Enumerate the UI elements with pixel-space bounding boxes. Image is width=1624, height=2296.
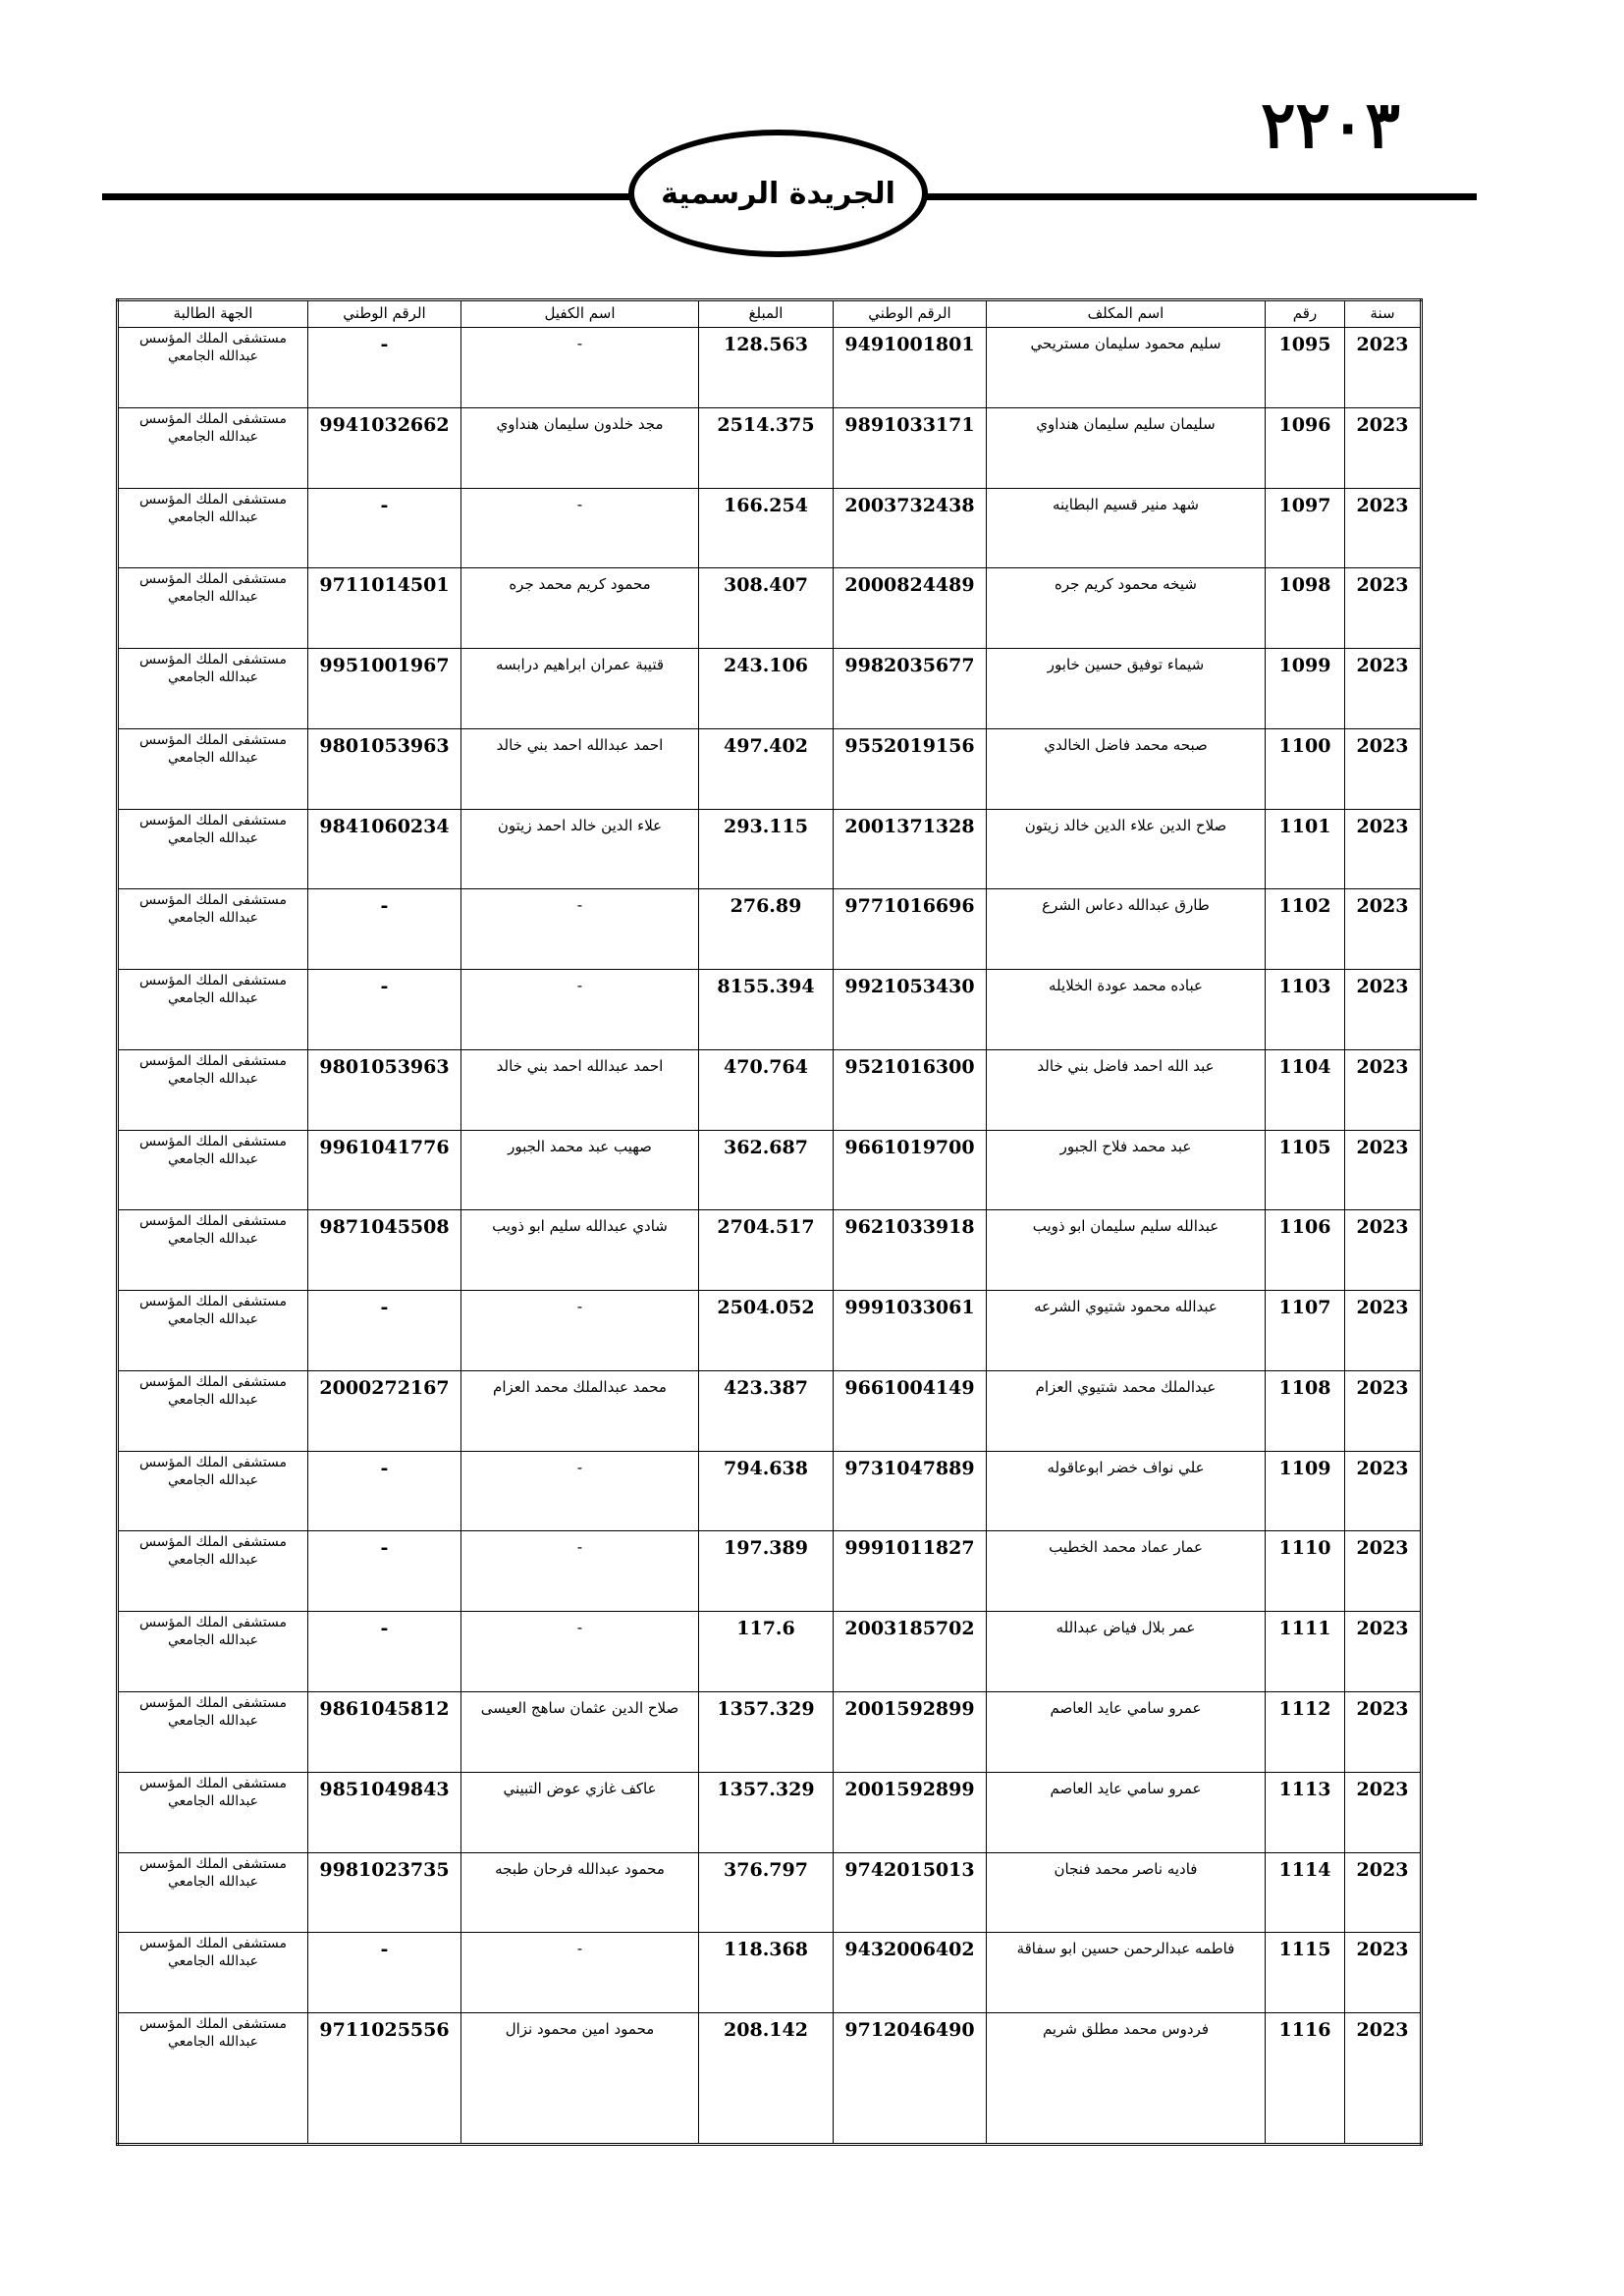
cell-requesting-party: مستشفى الملك المؤسس عبدالله الجامعي	[118, 809, 308, 889]
cell-national-id: 2000824489	[834, 568, 987, 649]
cell-guarantor-name: -	[461, 1451, 699, 1531]
cell-year: 2023	[1345, 889, 1422, 970]
table-row	[118, 488, 1422, 568]
cell-guarantor-name: صهيب عبد محمد الجبور	[461, 1130, 699, 1210]
cell-requesting-party: مستشفى الملك المؤسس عبدالله الجامعي	[118, 1852, 308, 1933]
cell-year: 2023	[1345, 1852, 1422, 1933]
cell-guarantor-name: صلاح الدين عثمان ساهج العيسى	[461, 1692, 699, 1773]
cell-amount: 1357.329	[699, 1772, 834, 1852]
cell-guarantor-name: محمود امين محمود نزال	[461, 2013, 699, 2145]
cell-guarantor-national-id: 9841060234	[308, 809, 461, 889]
table-row	[118, 728, 1422, 809]
cell-national-id: 9521016300	[834, 1049, 987, 1130]
cell-guarantor-name: عاكف غازي عوض التبيني	[461, 1772, 699, 1852]
cell-number: 1105	[1266, 1130, 1345, 1210]
cell-national-id: 9742015013	[834, 1852, 987, 1933]
cell-name: عمر بلال فياض عبدالله	[987, 1612, 1266, 1692]
cell-name: عبدالملك محمد شتيوي العزام	[987, 1370, 1266, 1451]
header-name: اسم المكلف	[987, 300, 1266, 328]
cell-amount: 117.6	[699, 1612, 834, 1692]
cell-amount: 1357.329	[699, 1692, 834, 1773]
table-row	[118, 1933, 1422, 2013]
cell-guarantor-name: -	[461, 1291, 699, 1371]
cell-requesting-party: مستشفى الملك المؤسس عبدالله الجامعي	[118, 728, 308, 809]
cell-guarantor-national-id: 9861045812	[308, 1692, 461, 1773]
cell-guarantor-national-id: -	[308, 1933, 461, 2013]
header-amount: المبلغ	[699, 300, 834, 328]
table-body	[118, 328, 1422, 2145]
header-ellipse	[628, 130, 928, 257]
cell-number: 1098	[1266, 568, 1345, 649]
cell-requesting-party: مستشفى الملك المؤسس عبدالله الجامعي	[118, 1210, 308, 1291]
cell-guarantor-national-id: 9951001967	[308, 649, 461, 729]
cell-name: عمرو سامي عايد العاصم	[987, 1692, 1266, 1773]
cell-number: 1097	[1266, 488, 1345, 568]
cell-guarantor-national-id: -	[308, 970, 461, 1050]
cell-name: عمرو سامي عايد العاصم	[987, 1772, 1266, 1852]
cell-national-id: 9661019700	[834, 1130, 987, 1210]
cell-national-id: 9891033171	[834, 407, 987, 488]
cell-amount: 497.402	[699, 728, 834, 809]
cell-amount: 293.115	[699, 809, 834, 889]
cell-national-id: 9982035677	[834, 649, 987, 729]
cell-year: 2023	[1345, 328, 1422, 408]
header-requesting-party: الجهة الطالبة	[118, 300, 308, 328]
page-number: ٢٢٠٣	[1261, 86, 1400, 163]
cell-guarantor-national-id: 9851049843	[308, 1772, 461, 1852]
cell-name: شيخه محمود كريم جره	[987, 568, 1266, 649]
cell-name: عبدالله محمود شتيوي الشرعه	[987, 1291, 1266, 1371]
cell-amount: 794.638	[699, 1451, 834, 1531]
header-number: رقم	[1266, 300, 1345, 328]
cell-guarantor-name: محمود كريم محمد جره	[461, 568, 699, 649]
table-row	[118, 1210, 1422, 1291]
cell-year: 2023	[1345, 1049, 1422, 1130]
cell-requesting-party: مستشفى الملك المؤسس عبدالله الجامعي	[118, 2013, 308, 2145]
cell-guarantor-name: احمد عبدالله احمد بني خالد	[461, 728, 699, 809]
cell-year: 2023	[1345, 1291, 1422, 1371]
table-row	[118, 2013, 1422, 2145]
cell-year: 2023	[1345, 1612, 1422, 1692]
cell-name: فاديه ناصر محمد فنجان	[987, 1852, 1266, 1933]
cell-amount: 128.563	[699, 328, 834, 408]
cell-national-id: 2003185702	[834, 1612, 987, 1692]
cell-requesting-party: مستشفى الملك المؤسس عبدالله الجامعي	[118, 889, 308, 970]
cell-year: 2023	[1345, 1451, 1422, 1531]
cell-guarantor-national-id: -	[308, 889, 461, 970]
cell-national-id: 2001592899	[834, 1772, 987, 1852]
cell-name: صبحه محمد فاضل الخالدي	[987, 728, 1266, 809]
cell-name: سليم محمود سليمان مستريحي	[987, 328, 1266, 408]
cell-amount: 208.142	[699, 2013, 834, 2145]
cell-year: 2023	[1345, 728, 1422, 809]
table-row	[118, 1612, 1422, 1692]
header-guarantor-national-id: الرقم الوطني	[308, 300, 461, 328]
cell-national-id: 9991033061	[834, 1291, 987, 1371]
cell-guarantor-national-id: 9801053963	[308, 1049, 461, 1130]
cell-year: 2023	[1345, 1370, 1422, 1451]
cell-guarantor-name: احمد عبدالله احمد بني خالد	[461, 1049, 699, 1130]
cell-guarantor-national-id: 9941032662	[308, 407, 461, 488]
table-header-row	[118, 300, 1422, 328]
cell-requesting-party: مستشفى الملك المؤسس عبدالله الجامعي	[118, 1612, 308, 1692]
cell-national-id: 9712046490	[834, 2013, 987, 2145]
cell-guarantor-national-id: 9711014501	[308, 568, 461, 649]
cell-year: 2023	[1345, 1130, 1422, 1210]
cell-guarantor-name: -	[461, 328, 699, 408]
cell-name: علي نواف خضر ابوعاقوله	[987, 1451, 1266, 1531]
cell-year: 2023	[1345, 809, 1422, 889]
cell-number: 1109	[1266, 1451, 1345, 1531]
table-row	[118, 1049, 1422, 1130]
table-row	[118, 1370, 1422, 1451]
cell-number: 1114	[1266, 1852, 1345, 1933]
cell-amount: 2514.375	[699, 407, 834, 488]
cell-amount: 166.254	[699, 488, 834, 568]
cell-guarantor-national-id: 2000272167	[308, 1370, 461, 1451]
cell-number: 1110	[1266, 1531, 1345, 1612]
table-row	[118, 328, 1422, 408]
table-row	[118, 1852, 1422, 1933]
cell-national-id: 2001371328	[834, 809, 987, 889]
cell-number: 1113	[1266, 1772, 1345, 1852]
cell-name: فردوس محمد مطلق شريم	[987, 2013, 1266, 2145]
cell-national-id: 9991011827	[834, 1531, 987, 1612]
cell-number: 1101	[1266, 809, 1345, 889]
cell-name: طارق عبدالله دعاس الشرع	[987, 889, 1266, 970]
cell-year: 2023	[1345, 2013, 1422, 2145]
table-row	[118, 407, 1422, 488]
cell-guarantor-national-id: 9711025556	[308, 2013, 461, 2145]
cell-guarantor-national-id: 9961041776	[308, 1130, 461, 1210]
cell-amount: 276.89	[699, 889, 834, 970]
cell-year: 2023	[1345, 1933, 1422, 2013]
cell-number: 1115	[1266, 1933, 1345, 2013]
header-guarantor-name: اسم الكفيل	[461, 300, 699, 328]
cell-guarantor-name: علاء الدين خالد احمد زيتون	[461, 809, 699, 889]
cell-amount: 470.764	[699, 1049, 834, 1130]
cell-amount: 243.106	[699, 649, 834, 729]
header-national-id: الرقم الوطني	[834, 300, 987, 328]
cell-name: صلاح الدين علاء الدين خالد زيتون	[987, 809, 1266, 889]
cell-amount: 2704.517	[699, 1210, 834, 1291]
cell-guarantor-name: قتيبة عمران ابراهيم درابسه	[461, 649, 699, 729]
cell-year: 2023	[1345, 970, 1422, 1050]
cell-name: عبد محمد فلاح الجبور	[987, 1130, 1266, 1210]
cell-amount: 362.687	[699, 1130, 834, 1210]
table-row	[118, 568, 1422, 649]
cell-requesting-party: مستشفى الملك المؤسس عبدالله الجامعي	[118, 649, 308, 729]
cell-number: 1116	[1266, 2013, 1345, 2145]
cell-number: 1112	[1266, 1692, 1345, 1773]
cell-guarantor-national-id: 9871045508	[308, 1210, 461, 1291]
cell-year: 2023	[1345, 649, 1422, 729]
cell-year: 2023	[1345, 1210, 1422, 1291]
cell-guarantor-national-id: -	[308, 1612, 461, 1692]
cell-number: 1107	[1266, 1291, 1345, 1371]
table-row	[118, 1692, 1422, 1773]
cell-requesting-party: مستشفى الملك المؤسس عبدالله الجامعي	[118, 1692, 308, 1773]
cell-year: 2023	[1345, 407, 1422, 488]
cell-amount: 308.407	[699, 568, 834, 649]
gazette-title: الجريدة الرسمية	[661, 176, 895, 211]
cell-guarantor-national-id: 9981023735	[308, 1852, 461, 1933]
cell-requesting-party: مستشفى الملك المؤسس عبدالله الجامعي	[118, 1291, 308, 1371]
cell-number: 1095	[1266, 328, 1345, 408]
cell-guarantor-national-id: -	[308, 1451, 461, 1531]
cell-national-id: 9491001801	[834, 328, 987, 408]
cell-name: عمار عماد محمد الخطيب	[987, 1531, 1266, 1612]
cell-requesting-party: مستشفى الملك المؤسس عبدالله الجامعي	[118, 488, 308, 568]
table-row	[118, 1451, 1422, 1531]
cell-national-id: 9661004149	[834, 1370, 987, 1451]
table-row	[118, 1291, 1422, 1371]
cell-year: 2023	[1345, 1772, 1422, 1852]
cell-year: 2023	[1345, 488, 1422, 568]
cell-requesting-party: مستشفى الملك المؤسس عبدالله الجامعي	[118, 1451, 308, 1531]
cell-requesting-party: مستشفى الملك المؤسس عبدالله الجامعي	[118, 1772, 308, 1852]
cell-amount: 423.387	[699, 1370, 834, 1451]
cell-guarantor-name: -	[461, 1531, 699, 1612]
cell-guarantor-name: محمود عبدالله فرحان طبجه	[461, 1852, 699, 1933]
cell-name: عبدالله سليم سليمان ابو ذويب	[987, 1210, 1266, 1291]
cell-national-id: 9771016696	[834, 889, 987, 970]
table-row	[118, 889, 1422, 970]
cell-guarantor-national-id: -	[308, 1291, 461, 1371]
cell-name: سليمان سليم سليمان هنداوي	[987, 407, 1266, 488]
cell-guarantor-national-id: -	[308, 328, 461, 408]
cell-guarantor-name: مجد خلدون سليمان هنداوي	[461, 407, 699, 488]
cell-name: فاطمه عبدالرحمن حسين ابو سفاقة	[987, 1933, 1266, 2013]
cell-requesting-party: مستشفى الملك المؤسس عبدالله الجامعي	[118, 1933, 308, 2013]
cell-requesting-party: مستشفى الملك المؤسس عبدالله الجامعي	[118, 568, 308, 649]
cell-guarantor-national-id: -	[308, 1531, 461, 1612]
cell-amount: 8155.394	[699, 970, 834, 1050]
cell-number: 1100	[1266, 728, 1345, 809]
cell-requesting-party: مستشفى الملك المؤسس عبدالله الجامعي	[118, 328, 308, 408]
table-row	[118, 809, 1422, 889]
cell-guarantor-name: شادي عبدالله سليم ابو ذويب	[461, 1210, 699, 1291]
cell-national-id: 9552019156	[834, 728, 987, 809]
cell-amount: 376.797	[699, 1852, 834, 1933]
table-row	[118, 1130, 1422, 1210]
cell-guarantor-name: -	[461, 1933, 699, 2013]
cell-number: 1108	[1266, 1370, 1345, 1451]
cell-guarantor-name: -	[461, 889, 699, 970]
cell-year: 2023	[1345, 1692, 1422, 1773]
cell-national-id: 2001592899	[834, 1692, 987, 1773]
cell-guarantor-national-id: -	[308, 488, 461, 568]
cell-number: 1104	[1266, 1049, 1345, 1130]
cell-requesting-party: مستشفى الملك المؤسس عبدالله الجامعي	[118, 1049, 308, 1130]
cell-number: 1103	[1266, 970, 1345, 1050]
cell-requesting-party: مستشفى الملك المؤسس عبدالله الجامعي	[118, 970, 308, 1050]
cell-requesting-party: مستشفى الملك المؤسس عبدالله الجامعي	[118, 1370, 308, 1451]
table-row	[118, 1772, 1422, 1852]
cell-guarantor-name: -	[461, 488, 699, 568]
table-row	[118, 649, 1422, 729]
table-row	[118, 970, 1422, 1050]
cell-national-id: 2003732438	[834, 488, 987, 568]
cell-amount: 118.368	[699, 1933, 834, 2013]
cell-national-id: 9432006402	[834, 1933, 987, 2013]
cell-guarantor-name: محمد عبدالملك محمد العزام	[461, 1370, 699, 1451]
cell-guarantor-name: -	[461, 970, 699, 1050]
cell-year: 2023	[1345, 568, 1422, 649]
cell-name: عبد الله احمد فاضل بني خالد	[987, 1049, 1266, 1130]
cell-year: 2023	[1345, 1531, 1422, 1612]
cell-requesting-party: مستشفى الملك المؤسس عبدالله الجامعي	[118, 407, 308, 488]
records-table	[116, 298, 1423, 2146]
cell-amount: 197.389	[699, 1531, 834, 1612]
cell-number: 1111	[1266, 1612, 1345, 1692]
cell-number: 1096	[1266, 407, 1345, 488]
cell-requesting-party: مستشفى الملك المؤسس عبدالله الجامعي	[118, 1130, 308, 1210]
cell-national-id: 9921053430	[834, 970, 987, 1050]
cell-guarantor-national-id: 9801053963	[308, 728, 461, 809]
cell-number: 1106	[1266, 1210, 1345, 1291]
cell-national-id: 9621033918	[834, 1210, 987, 1291]
header-year: سنة	[1345, 300, 1422, 328]
cell-national-id: 9731047889	[834, 1451, 987, 1531]
cell-amount: 2504.052	[699, 1291, 834, 1371]
cell-name: شيماء توفيق حسين خابور	[987, 649, 1266, 729]
cell-name: شهد منير قسيم البطاينه	[987, 488, 1266, 568]
cell-name: عباده محمد عودة الخلايله	[987, 970, 1266, 1050]
cell-number: 1102	[1266, 889, 1345, 970]
cell-guarantor-name: -	[461, 1612, 699, 1692]
cell-number: 1099	[1266, 649, 1345, 729]
cell-requesting-party: مستشفى الملك المؤسس عبدالله الجامعي	[118, 1531, 308, 1612]
table-row	[118, 1531, 1422, 1612]
